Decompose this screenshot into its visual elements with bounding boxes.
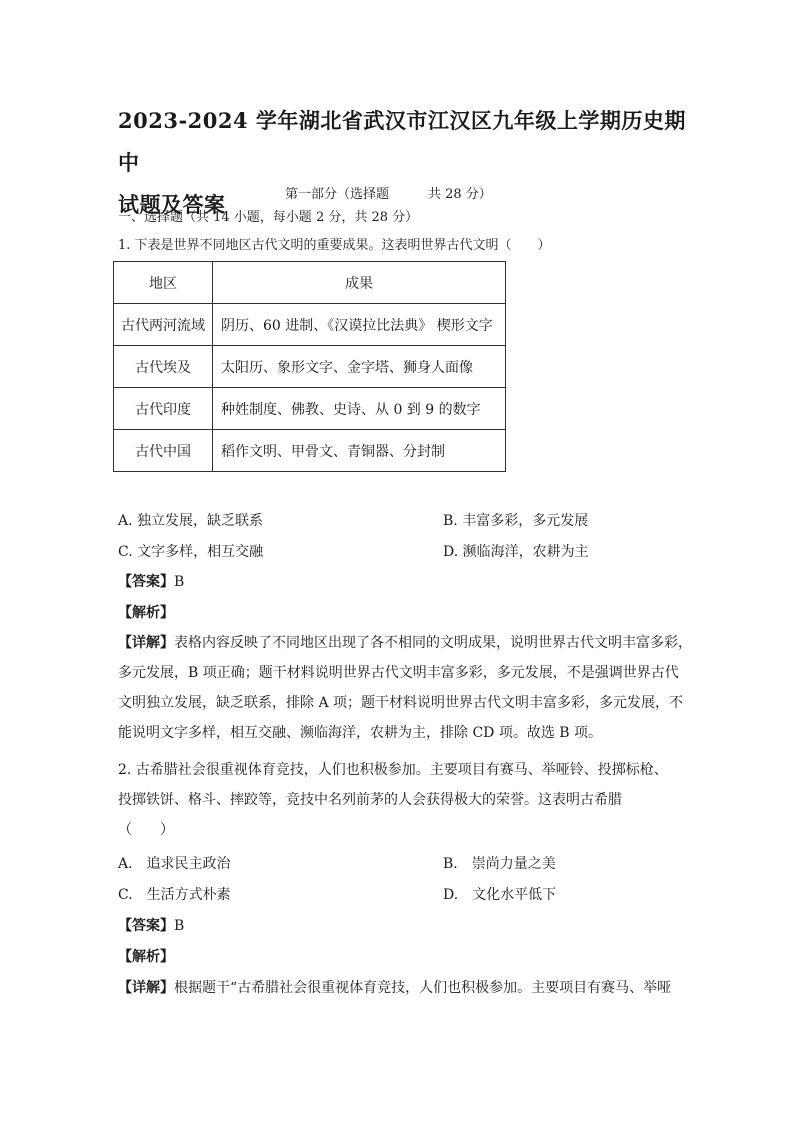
- detail-line: 多元发展，B 项正确；题干材料说明世界古代文明丰富多彩，多元发展，不是强调世界古代: [118, 665, 679, 681]
- table-cell-achievement: 种姓制度、佛教、史诗、从 0 到 9 的数字: [213, 388, 506, 430]
- table-header-cell: 成果: [213, 262, 506, 304]
- answer-value: B: [174, 918, 185, 934]
- q2-analysis-label: 【解析】: [118, 949, 174, 965]
- table-cell-achievement: 稻作文明、甲骨文、青铜器、分封制: [213, 430, 506, 472]
- table-row: [114, 304, 506, 346]
- q1-analysis-label: 【解析】: [118, 605, 174, 621]
- q1-option-a: A. 独立发展，缺乏联系: [118, 513, 264, 529]
- q1-detail-paragraph: [118, 628, 692, 748]
- title-line-2: 试题及答案: [118, 192, 226, 217]
- q1-option-c: C. 文字多样，相互交融: [118, 544, 264, 560]
- stem-line: 2. 古希腊社会很重视体育竞技，人们也积极参加。主要项目有赛马、举哑铃、投掷标枪、: [118, 762, 668, 778]
- q2-option-a: A. 追求民主政治: [118, 856, 231, 872]
- table-cell-region: 古代埃及: [114, 346, 213, 388]
- table-row: [114, 388, 506, 430]
- stem-line: （ ）: [118, 822, 174, 838]
- detail-line: 【详解】表格内容反映了不同地区出现了各不相同的文明成果，说明世界古代文明丰富多彩，: [118, 635, 692, 651]
- q2-option-c: C. 生活方式朴素: [118, 887, 231, 903]
- title-line-1: 2023-2024 学年湖北省武汉市江汉区九年级上学期历史期中: [118, 108, 686, 175]
- table-cell-region: 古代印度: [114, 388, 213, 430]
- civilization-table: [113, 261, 506, 472]
- table-header-cell: 地区: [114, 262, 213, 304]
- instruction-text: 一、选择题（共 14 小题，每小题 2 分，共 28 分）: [118, 210, 419, 225]
- detail-text: 根据题干“古希腊社会很重视体育竞技，人们也积极参加。主要项目有赛马、举哑: [174, 980, 672, 996]
- q2-detail-line: [118, 977, 671, 997]
- q2-option-d: D. 文化水平低下: [443, 887, 557, 903]
- q1-option-d: D. 濒临海洋，农耕为主: [443, 544, 589, 560]
- table-cell-region: 古代中国: [114, 430, 213, 472]
- answer-value: B: [174, 574, 185, 590]
- table-cell-achievement: 太阳历、象形文字、金字塔、狮身人面像: [213, 346, 506, 388]
- stem-line: 投掷铁饼、格斗、摔跤等，竞技中名列前茅的人会获得极大的荣誉。这表明古希腊: [118, 792, 622, 808]
- table-row: [114, 430, 506, 472]
- answer-label: 【答案】: [118, 918, 174, 934]
- q2-option-b: B. 崇尚力量之美: [443, 856, 556, 872]
- detail-line: 文明独立发展，缺乏联系，排除 A 项；题干材料说明世界古代文明丰富多彩，多元发展，不: [118, 695, 684, 711]
- question-1-stem: 1. 下表是世界不同地区古代文明的重要成果。这表明世界古代文明（ ）: [118, 238, 551, 253]
- table-row: [114, 346, 506, 388]
- detail-label: 【详解】: [118, 635, 174, 651]
- answer-label: 【答案】: [118, 574, 174, 590]
- q2-answer: [118, 915, 184, 935]
- table-cell-region: 古代两河流域: [114, 304, 213, 346]
- detail-label: 【详解】: [118, 980, 174, 996]
- q1-option-b: B. 丰富多彩，多元发展: [443, 513, 589, 529]
- section-header: 第一部分（选择题 共 28 分）: [285, 187, 492, 202]
- table-cell-achievement: 阴历、60 进制、《汉谟拉比法典》 楔形文字: [213, 304, 506, 346]
- question-2-stem: [118, 755, 678, 845]
- table-header-row: [114, 262, 506, 304]
- q1-answer: [118, 571, 184, 591]
- detail-line: 能说明文字多样，相互交融、濒临海洋，农耕为主，排除 CD 项。故选 B 项。: [118, 725, 603, 741]
